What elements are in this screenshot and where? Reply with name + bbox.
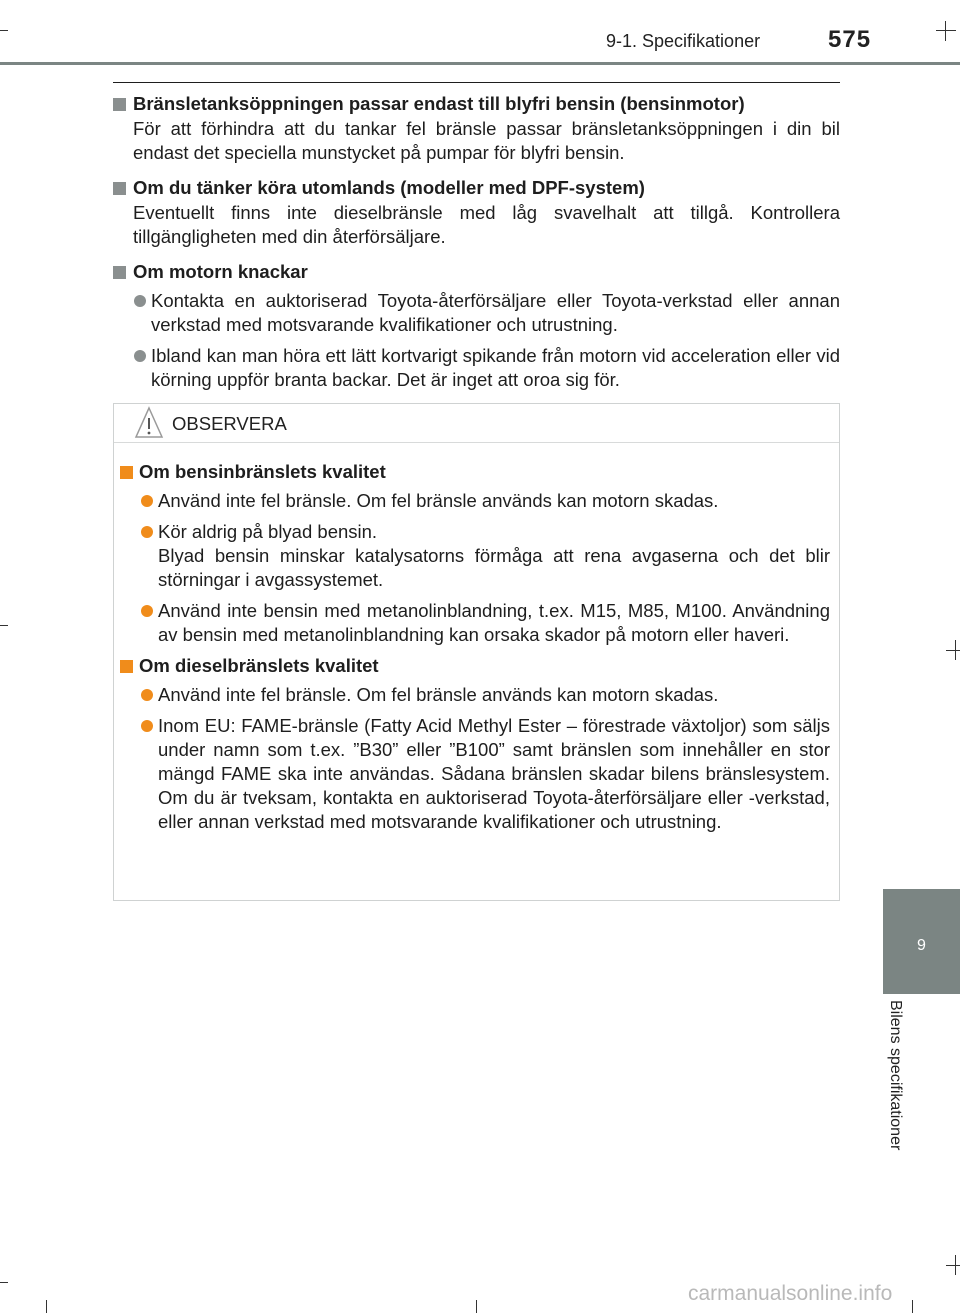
square-marker-icon bbox=[113, 182, 126, 195]
square-marker-icon bbox=[120, 466, 133, 479]
section-heading: Om du tänker köra utomlands (modeller med DPF-system) bbox=[113, 176, 840, 200]
crop-mark bbox=[936, 30, 956, 31]
list-item: Använd inte fel bränsle. Om fel bränsle används kan motorn skadas. bbox=[114, 683, 839, 707]
section-heading: Om motorn knackar bbox=[113, 260, 840, 284]
section-knocking bbox=[113, 260, 840, 392]
chapter-label: Bilens specifikationer bbox=[887, 1000, 904, 1151]
notice-heading: Om dieselbränslets kvalitet bbox=[114, 654, 839, 678]
page-number: 575 bbox=[828, 26, 872, 53]
notice-heading: Om bensinbränslets kvalitet bbox=[114, 460, 839, 484]
notice-body bbox=[114, 460, 839, 834]
list-item: Ibland kan man höra ett lätt kortvarigt spikande från motorn vid acceleration eller vid körning uppför branta backar. Det är inget att oroa sig för. bbox=[113, 344, 840, 392]
crop-mark bbox=[946, 650, 960, 651]
notice-box bbox=[113, 403, 840, 901]
square-marker-icon bbox=[120, 660, 133, 673]
bullet-dot-icon bbox=[141, 526, 153, 538]
crop-mark bbox=[476, 1300, 477, 1313]
bullet-dot-icon bbox=[141, 495, 153, 507]
crop-mark bbox=[46, 1300, 47, 1313]
section-fuel-filler bbox=[113, 92, 840, 165]
bullet-dot-icon bbox=[134, 350, 146, 362]
crop-mark bbox=[945, 21, 946, 41]
chapter-tab bbox=[883, 889, 960, 994]
list-item: Inom EU: FAME-bränsle (Fatty Acid Methyl Ester – förestrade växtoljor) som säljs under namn som t.ex. ”B30” eller ”B100” samt bränslen som innehåller en stor mängd FAME ska inte användas. Sådana bränslen skadar bilens bränslesystem. Om du är tveksam, kontakta en auktoriserad Toyota-återförsäljare eller -verkstad, eller annan verkstad med motsvarande kvalifikationer och utrustning. bbox=[114, 714, 839, 834]
section-heading: Bränsletanksöppningen passar endast till blyfri bensin (bensinmotor) bbox=[113, 92, 840, 116]
notice-header bbox=[114, 404, 839, 443]
bullet-dot-icon bbox=[141, 605, 153, 617]
crop-mark bbox=[946, 1265, 960, 1266]
section-text: För att förhindra att du tankar fel bränsle passar bränsletanksöppningen i din bil endast det speciella munstycket på pumpar för blyfri bensin. bbox=[133, 118, 840, 163]
bullet-dot-icon bbox=[141, 689, 153, 701]
header-divider bbox=[0, 62, 960, 65]
square-marker-icon bbox=[113, 98, 126, 111]
list-item: Använd inte bensin med metanolinblandning, t.ex. M15, M85, M100. Användning av bensin med metanolinblandning kan orsaka skador på motorn eller haveri. bbox=[114, 599, 839, 647]
crop-mark bbox=[912, 1300, 913, 1313]
section-abroad bbox=[113, 176, 840, 249]
top-rule bbox=[113, 82, 840, 83]
warning-triangle-icon bbox=[134, 406, 164, 440]
notice-label: OBSERVERA bbox=[172, 413, 287, 434]
list-item: Kör aldrig på blyad bensin. Blyad bensin minskar katalysatorns förmåga att rena avgaserna och det blir störningar i avgassystemet. bbox=[114, 520, 839, 592]
list-item: Använd inte fel bränsle. Om fel bränsle används kan motorn skadas. bbox=[114, 489, 839, 513]
list-item: Kontakta en auktoriserad Toyota-återförsäljare eller Toyota-verkstad eller annan verkstad med motsvarande kvalifikationer och utrustning. bbox=[113, 289, 840, 337]
section-title: 9-1. Specifikationer bbox=[606, 31, 761, 51]
watermark: carmanualsonline.info bbox=[688, 1282, 893, 1305]
bullet-dot-icon bbox=[134, 295, 146, 307]
crop-mark bbox=[0, 1282, 8, 1283]
crop-mark bbox=[0, 625, 8, 626]
crop-mark bbox=[0, 30, 8, 31]
bullet-dot-icon bbox=[141, 720, 153, 732]
square-marker-icon bbox=[113, 266, 126, 279]
chapter-number: 9 bbox=[917, 937, 926, 954]
main-content bbox=[113, 92, 840, 392]
section-text: Eventuellt finns inte dieselbränsle med låg svavelhalt att tillgå. Kontrollera tillgängligheten med din återförsäljare. bbox=[133, 202, 840, 247]
